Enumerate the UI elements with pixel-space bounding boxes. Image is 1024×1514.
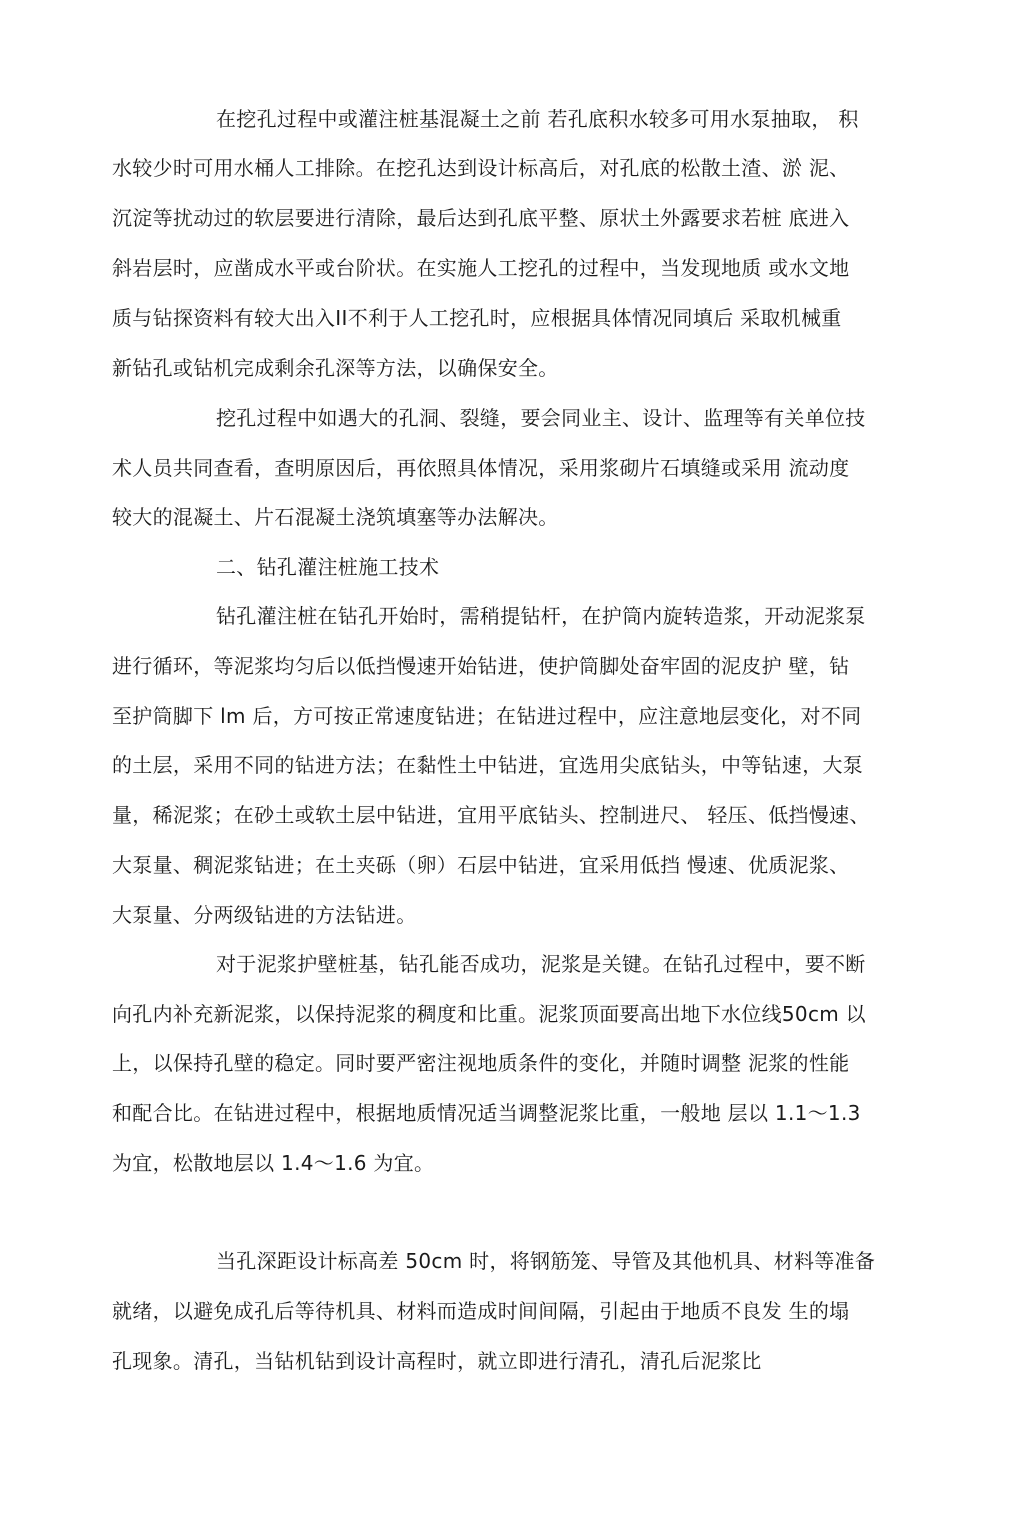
paragraph-3-line-6: 大泵量、稠泥浆钻进；在土夹砾（卵）石层中钻进，宜采用低挡 慢速、优质泥浆、 — [112, 853, 850, 877]
paragraph-2-line-3: 较大的混凝土、片石混凝土浇筑填塞等办法解决。 — [112, 505, 559, 529]
paragraph-4-line-4: 和配合比。在钻进过程中，根据地质情况适当调整泥浆比重，一般地 层以 1.1～1.3 — [112, 1101, 861, 1125]
paragraph-5-line-2: 就绪，以避免成孔后等待机具、材料而造成时间间隔，引起由于地质不良发 生的塌 — [112, 1299, 850, 1323]
paragraph-5-line-1: 当孔深距设计标高差 50cm 时，将钢筋笼、导管及其他机具、材料等准备 — [216, 1249, 876, 1273]
paragraph-3-line-1: 钻孔灌注桩在钻孔开始时，需稍提钻杆，在护筒内旋转造浆，开动泥浆泵 — [216, 604, 866, 628]
paragraph-3-line-3: 至护筒脚下 lm 后，方可按正常速度钻进；在钻进过程中，应注意地层变化，对不同 — [112, 704, 862, 728]
paragraph-4-line-2: 向孔内补充新泥浆，以保持泥浆的稠度和比重。泥浆顶面要高出地下水位线50cm 以 — [112, 1002, 866, 1026]
paragraph-4-line-5: 为宜，松散地层以 1.4～1.6 为宜。 — [112, 1151, 435, 1175]
paragraph-3-line-2: 进行循环，等泥浆均匀后以低挡慢速开始钻进，使护筒脚处奋牢固的泥皮护 壁，钻 — [112, 654, 850, 678]
paragraph-3-line-4: 的土层，采用不同的钻进方法；在黏性土中钻进，宜选用尖底钻头，中等钻速，大泵 — [112, 753, 864, 777]
paragraph-4-line-1: 对于泥浆护壁桩基，钻孔能否成功，泥浆是关键。在钻孔过程中，要不断 — [216, 952, 866, 976]
paragraph-1-line-1: 在挖孔过程中或灌注桩基混凝土之前 若孔底积水较多可用水泵抽取， 积 — [216, 107, 859, 131]
paragraph-2-line-1: 挖孔过程中如遇大的孔洞、裂缝，要会同业主、设计、监理等有关单位技 — [216, 406, 866, 430]
paragraph-4-line-3: 上，以保持孔壁的稳定。同时要严密注视地质条件的变化，并随时调整 泥浆的性能 — [112, 1051, 850, 1075]
paragraph-1-line-2: 水较少时可用水桶人工排除。在挖孔达到设计标高后，对孔底的松散土渣、淤 泥、 — [112, 156, 850, 180]
paragraph-1-line-3: 沉淀等扰动过的软层要进行清除，最后达到孔底平整、原状土外露要求若桩 底进入 — [112, 206, 850, 230]
paragraph-3-line-7: 大泵量、分两级钻进的方法钻进。 — [112, 903, 417, 927]
paragraph-5-line-3: 孔现象。清孔，当钻机钻到设计高程时，就立即进行清孔，清孔后泥浆比 — [112, 1349, 762, 1373]
paragraph-1-line-6: 新钻孔或钻机完成剩余孔深等方法，以确保安全。 — [112, 356, 559, 380]
paragraph-1-line-4: 斜岩层时，应凿成水平或台阶状。在实施人工挖孔的过程中，当发现地质 或水文地 — [112, 256, 850, 280]
paragraph-1-line-5: 质与钻探资料有较大出入II不利于人工挖孔时，应根据具体情况同填后 采取机械重 — [112, 306, 842, 330]
section-heading: 二、钻孔灌注桩施工技术 — [216, 555, 440, 579]
paragraph-3-line-5: 量，稀泥浆；在砂土或软土层中钻进，宜用平底钻头、控制进尺、 轻压、低挡慢速、 — [112, 803, 870, 827]
paragraph-2-line-2: 术人员共同查看，查明原因后，再依照具体情况，采用浆砌片石填缝或采用 流动度 — [112, 456, 850, 480]
